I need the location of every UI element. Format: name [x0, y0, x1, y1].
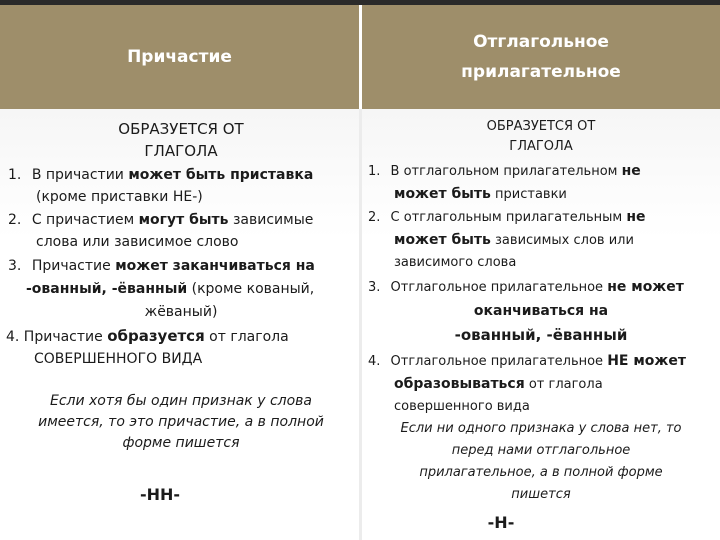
right-item-4-cont2: совершенного вида [394, 399, 530, 414]
left-note-line2: имеется, то это причастие, а в полной [38, 414, 324, 430]
left-item-3 [8, 255, 315, 277]
right-item-4-bold2: образовываться [394, 376, 525, 392]
left-heading-line2: ГЛАГОЛА [144, 142, 218, 160]
left-item-4-cont: СОВЕРШЕННОГО ВИДА [34, 351, 203, 367]
right-item-2-cont [394, 229, 634, 252]
right-item-2-bold: не [626, 209, 646, 225]
right-item-4 [368, 350, 686, 373]
right-item-2-text: С отглагольным прилагательным [390, 210, 627, 225]
left-item-2-bold: могут быть [138, 212, 229, 228]
left-item-2-text2: зависимые [228, 212, 314, 228]
right-item-1-text2: приставки [490, 187, 567, 202]
right-item-3-cont: оканчиваться на [473, 303, 609, 319]
right-item-2-bold2: может быть [394, 232, 491, 248]
left-item-2 [8, 209, 313, 231]
right-item-1-number: 1. [368, 164, 381, 179]
left-answer: -НН- [139, 485, 181, 504]
left-heading-line1: ОБРАЗУЕТСЯ ОТ [118, 120, 244, 138]
left-item-1-number: 1. [8, 167, 22, 183]
right-answer: -Н- [487, 513, 515, 532]
right-note-line3: прилагательное, а в полной форме [419, 465, 663, 480]
left-item-3-exception: (кроме кованый, [187, 281, 315, 297]
right-item-1-bold2: может быть [394, 186, 491, 202]
right-item-2 [368, 206, 646, 229]
left-item-1-bold: может быть приставка [128, 167, 314, 183]
right-note-line1: Если ни одного признака у слова нет, то [400, 421, 682, 436]
right-item-3-bold: не может [607, 279, 684, 295]
right-heading-line1: ОБРАЗУЕТСЯ ОТ [486, 119, 596, 134]
left-item-2-text: С причастием [31, 212, 139, 228]
right-note-line4: пишется [511, 487, 571, 502]
left-item-3-cont2: жёваный) [144, 304, 218, 320]
left-item-3-cont [26, 278, 314, 300]
left-item-4-text: Причастие [19, 329, 108, 345]
right-note-line2: перед нами отглагольное [451, 443, 631, 458]
left-item-4-bold: образуется [107, 327, 205, 345]
right-item-3-number: 3. [368, 280, 381, 295]
left-item-1-cont: (кроме приставки НЕ-) [36, 189, 203, 205]
left-item-3-suffixes: -ованный, -ёванный [26, 281, 188, 297]
header-verbal-adjective [362, 5, 720, 109]
header-participle [0, 5, 359, 109]
left-item-3-number: 3. [8, 258, 22, 274]
right-item-1-text: В отглагольном прилагательном [390, 164, 622, 179]
right-item-4-number: 4. [368, 354, 381, 369]
right-item-1 [368, 160, 641, 183]
right-item-2-cont2: зависимого слова [394, 255, 517, 270]
left-item-1 [8, 164, 313, 186]
left-item-3-text: Причастие [31, 258, 116, 274]
right-item-3 [368, 276, 684, 299]
left-item-2-number: 2. [8, 212, 22, 228]
right-item-2-text2: зависимых слов или [490, 233, 634, 248]
left-item-2-cont: слова или зависимое слово [36, 234, 239, 250]
right-item-1-bold: не [621, 163, 641, 179]
right-item-4-bold: НЕ может [607, 353, 686, 369]
left-item-4-text2: от глагола [204, 329, 289, 345]
left-item-4 [6, 325, 289, 348]
header-right-title: Отглагольное прилагательное [461, 32, 621, 82]
left-item-1-text: В причастии [31, 167, 129, 183]
right-item-2-number: 2. [368, 210, 381, 225]
right-item-4-text: Отглагольное прилагательное [390, 354, 608, 369]
left-note-line3: форме пишется [122, 435, 240, 451]
right-item-4-text2: от глагола [524, 377, 603, 392]
right-heading-line2: ГЛАГОЛА [509, 139, 573, 154]
header-left-title: Причастие [127, 47, 232, 67]
left-note-line1: Если хотя бы один признак у слова [49, 393, 312, 409]
right-item-3-cont2: -ованный, -ёванный [454, 326, 628, 344]
right-item-4-cont [394, 373, 603, 396]
right-item-3-text: Отглагольное прилагательное [390, 280, 608, 295]
left-item-4-number: 4. [6, 329, 20, 345]
left-item-3-bold: может заканчиваться на [115, 258, 315, 274]
right-item-1-cont [394, 183, 567, 206]
